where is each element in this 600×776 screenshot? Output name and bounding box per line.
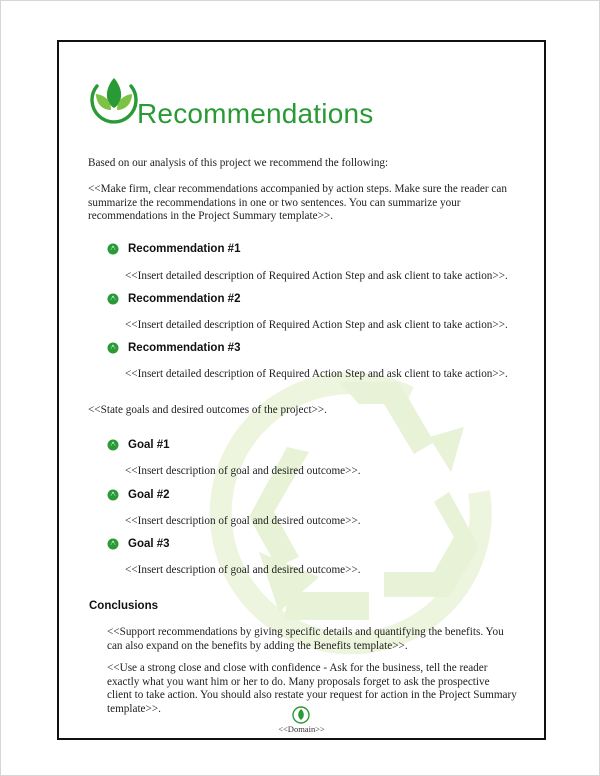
recommendation-label: Recommendation #3 [128, 342, 241, 354]
recommendation-item [107, 243, 240, 255]
recycle-bullet-icon [107, 243, 119, 255]
conclusions-heading: Conclusions [89, 600, 159, 612]
conclusions-paragraph: <<Use a strong close and close with confidence - Ask for the business, tell the reader exactly what you want him or her to do. Many proposals forget to ask the prospective client to take action. You should also restate your request for action in the Project Summary template>>. [107, 662, 517, 715]
goal-item [107, 538, 170, 550]
intro-text: Based on our analysis of this project we recommend the following: [88, 157, 389, 169]
recommendation-item [107, 342, 240, 354]
recycle-bullet-icon [107, 489, 119, 501]
goal-description: <<Insert description of goal and desired outcome>>. [125, 515, 361, 527]
recycle-bullet-icon [107, 538, 119, 550]
conclusions-paragraph: <<Support recommendations by giving specific details and quantifying the benefits. You can also expand on the benefits by adding the Benefits template>>. [107, 626, 504, 652]
goals-intro-text: <<State goals and desired outcomes of the project>>. [88, 404, 327, 416]
page-title: Recommendations [137, 98, 374, 129]
goal-description: <<Insert description of goal and desired outcome>>. [125, 465, 361, 477]
recycle-bullet-icon [107, 439, 119, 451]
recommendation-description: <<Insert detailed description of Required Action Step and ask client to take action>>. [125, 319, 508, 331]
recycle-bullet-icon [107, 342, 119, 354]
document-page [57, 40, 546, 740]
leaf-logo-icon [89, 72, 139, 124]
footer-leaf-logo-icon [292, 706, 310, 724]
recommendation-description: <<Insert detailed description of Required Action Step and ask client to take action>>. [125, 368, 508, 380]
recommendation-label: Recommendation #2 [128, 293, 241, 305]
goal-label: Goal #2 [128, 489, 170, 501]
goal-label: Goal #3 [128, 538, 170, 550]
instructions-text: <<Make firm, clear recommendations accompanied by action steps. Make sure the reader can summarize the recommendations in one or two sentences. You can summarize your recommendations in the Project Summary template>>. [88, 183, 507, 222]
goal-item [107, 439, 170, 451]
recommendation-description: <<Insert detailed description of Required Action Step and ask client to take action>>. [125, 270, 508, 282]
recommendation-item [107, 293, 240, 305]
goal-label: Goal #1 [128, 439, 170, 451]
footer-domain: <<Domain>> [278, 724, 325, 734]
recycle-bullet-icon [107, 293, 119, 305]
goal-description: <<Insert description of goal and desired outcome>>. [125, 564, 361, 576]
recommendation-label: Recommendation #1 [128, 243, 241, 255]
goal-item [107, 489, 170, 501]
